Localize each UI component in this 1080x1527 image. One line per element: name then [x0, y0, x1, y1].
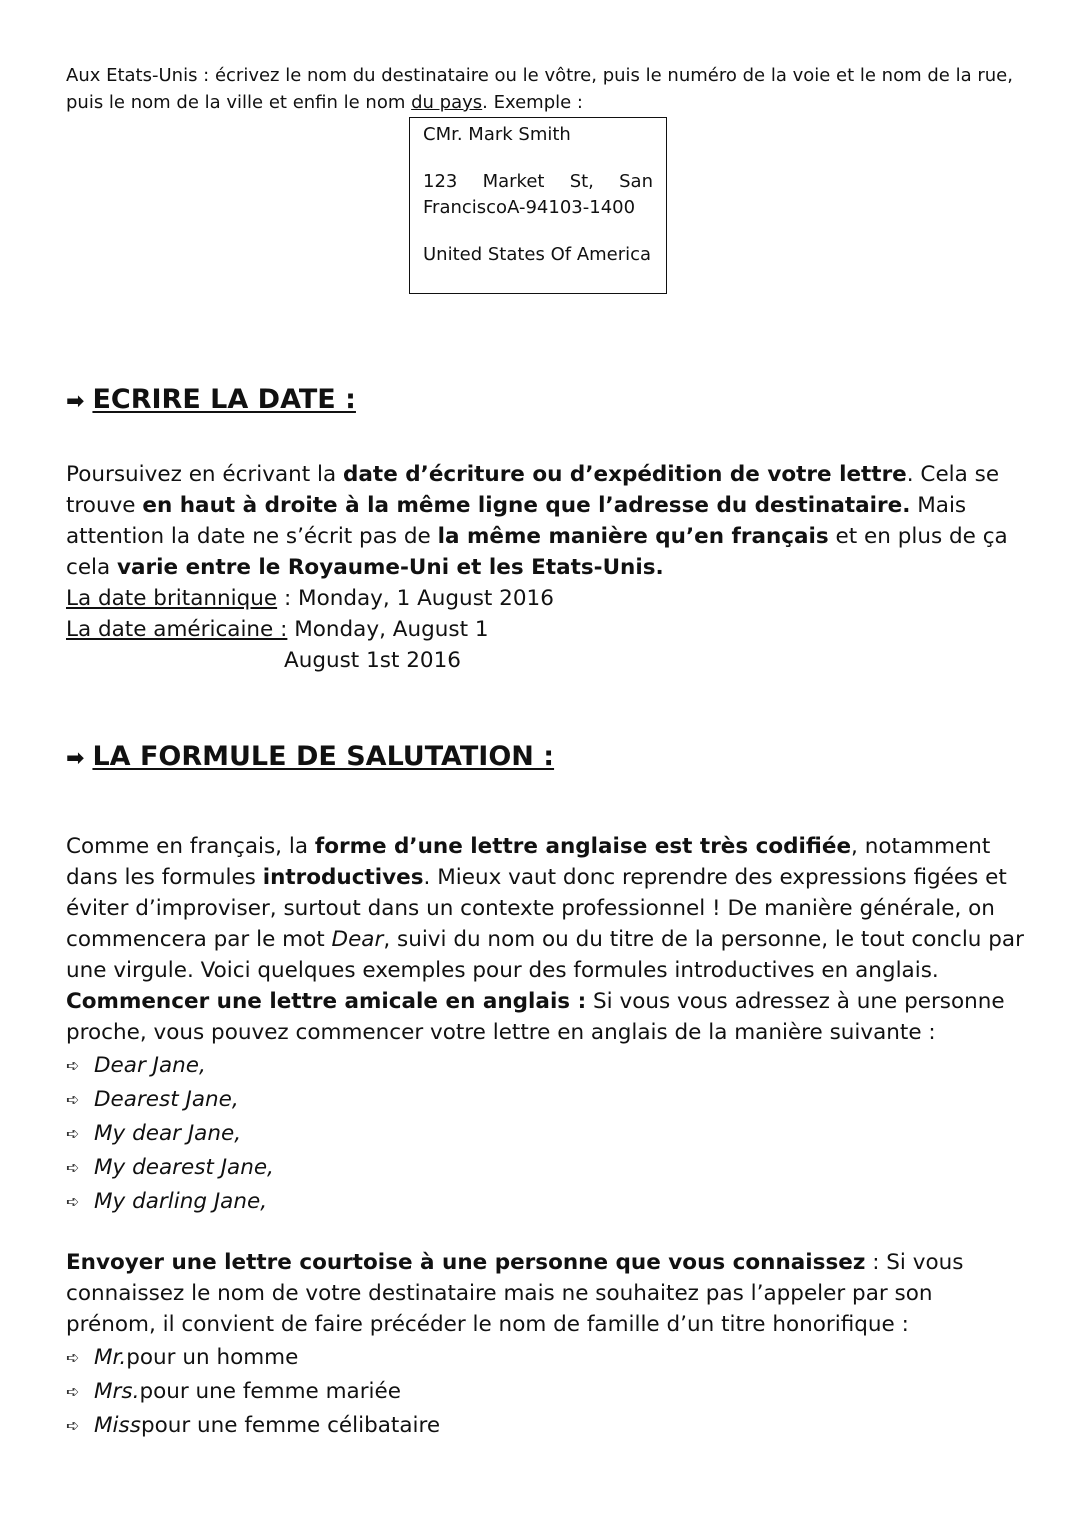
list-item — [66, 1409, 440, 1443]
address-example-box — [409, 117, 667, 294]
list-item — [66, 1341, 440, 1375]
text: , suivi du nom ou du titre de la personne, le tout conclu par une virgule. Voici quelques exemples pour des formules introductives en anglais. — [66, 927, 1024, 983]
list-item-text: pour une femme mariée — [139, 1379, 401, 1404]
bold-text: Commencer une lettre amicale en anglais : — [66, 989, 587, 1014]
text: , notamment dans les formules — [66, 834, 991, 890]
hollow-arrow-icon: ➪ — [66, 1158, 80, 1177]
list-item-text: My darling Jane, — [94, 1189, 268, 1214]
title-text: Mrs. — [94, 1379, 140, 1404]
bold-text: en haut à droite à la même ligne que l’adresse du destinataire. — [142, 493, 911, 518]
text: : Si vous connaissez le nom de votre destinataire mais ne souhaitez pas l’appeler par son prénom, il convient de faire précéder le nom de famille d’un titre honorifique : — [66, 1250, 964, 1337]
uk-date-value: : Monday, 1 August 2016 — [277, 586, 554, 611]
arrow-right-icon: ➡ — [66, 389, 85, 414]
uk-date-label: La date britannique — [66, 586, 278, 611]
hollow-arrow-icon: ➪ — [66, 1056, 80, 1075]
list-item-text: Dear Jane, — [94, 1053, 206, 1078]
list-item-text: pour un homme — [126, 1345, 299, 1370]
intro-underlined: du pays — [411, 92, 483, 113]
title-text: Mr. — [94, 1345, 127, 1370]
text: Comme en français, la — [66, 834, 315, 859]
courteous-letter-paragraph — [66, 1247, 1026, 1340]
text: et en plus de ça cela — [66, 524, 1008, 580]
us-date-line-2: August 1st 2016 — [284, 648, 461, 673]
address-street: 123 Market St, San FranciscoA-94103-1400 — [423, 171, 653, 218]
salutation-paragraph — [66, 831, 1026, 1048]
us-date-label: La date américaine : — [66, 617, 288, 642]
friendly-salutation-list — [66, 1049, 274, 1219]
us-date-line — [66, 614, 1026, 645]
heading-formule-salutation — [66, 740, 554, 776]
intro-paragraph — [66, 62, 1016, 116]
list-item-text: Dearest Jane, — [94, 1087, 239, 1112]
hollow-arrow-icon: ➪ — [66, 1382, 80, 1401]
intro-text: Aux Etats-Unis : écrivez le nom du destinataire ou le vôtre, puis le numéro de la voie et le nom de la rue, puis le nom de la ville et enfin le nom — [66, 65, 1013, 113]
bold-text: introductives — [262, 865, 424, 890]
hollow-arrow-icon: ➪ — [66, 1416, 80, 1435]
list-item — [66, 1117, 274, 1151]
heading-text: LA FORMULE DE SALUTATION : — [92, 741, 555, 772]
heading-ecrire-la-date — [66, 383, 356, 419]
bold-text: Envoyer une lettre courtoise à une personne que vous connaissez — [66, 1250, 866, 1275]
list-item — [66, 1151, 274, 1185]
us-date-value: Monday, August 1 — [287, 617, 489, 642]
honorific-title-list — [66, 1341, 440, 1443]
arrow-right-icon: ➡ — [66, 746, 85, 771]
uk-date-line — [66, 583, 1026, 614]
text: . Cela se trouve — [66, 462, 1000, 518]
list-item — [66, 1049, 274, 1083]
hollow-arrow-icon: ➪ — [66, 1348, 80, 1367]
friendly-letter-paragraph — [66, 986, 1026, 1048]
bold-text: forme d’une lettre anglaise est très codifiée — [314, 834, 852, 859]
bold-text: la même manière qu’en français — [437, 524, 829, 549]
bold-text: varie entre le Royaume-Uni et les Etats-Unis. — [117, 555, 664, 580]
hollow-arrow-icon: ➪ — [66, 1124, 80, 1143]
date-paragraph — [66, 459, 1026, 676]
title-text: Miss — [94, 1413, 141, 1438]
list-item-text: My dear Jane, — [94, 1121, 242, 1146]
hollow-arrow-icon: ➪ — [66, 1090, 80, 1109]
intro-text-end: . Exemple : — [482, 92, 583, 113]
address-country: United States Of America — [423, 244, 652, 265]
text: Poursuivez en écrivant la — [66, 462, 344, 487]
text: Si vous vous adressez à une personne proche, vous pouvez commencer votre lettre en anglais de la manière suivante : — [66, 989, 1005, 1045]
list-item — [66, 1083, 274, 1117]
list-item-text: pour une femme célibataire — [140, 1413, 441, 1438]
text: . Mieux vaut donc reprendre des expressions figées et éviter d’improviser, surtout dans un contexte professionnel ! De manière générale, on commencera par le mot — [66, 865, 1007, 952]
document-page — [66, 62, 1026, 1438]
text: Mais attention la date ne s’écrit pas de — [66, 493, 967, 549]
list-item — [66, 1185, 274, 1219]
italic-text: Dear — [331, 927, 384, 952]
list-item — [66, 1375, 440, 1409]
list-item-text: My dearest Jane, — [94, 1155, 274, 1180]
bold-text: date d’écriture ou d’expédition de votre lettre — [343, 462, 907, 487]
address-name: CMr. Mark Smith — [423, 124, 571, 145]
heading-text: ECRIRE LA DATE : — [92, 384, 356, 415]
hollow-arrow-icon: ➪ — [66, 1192, 80, 1211]
